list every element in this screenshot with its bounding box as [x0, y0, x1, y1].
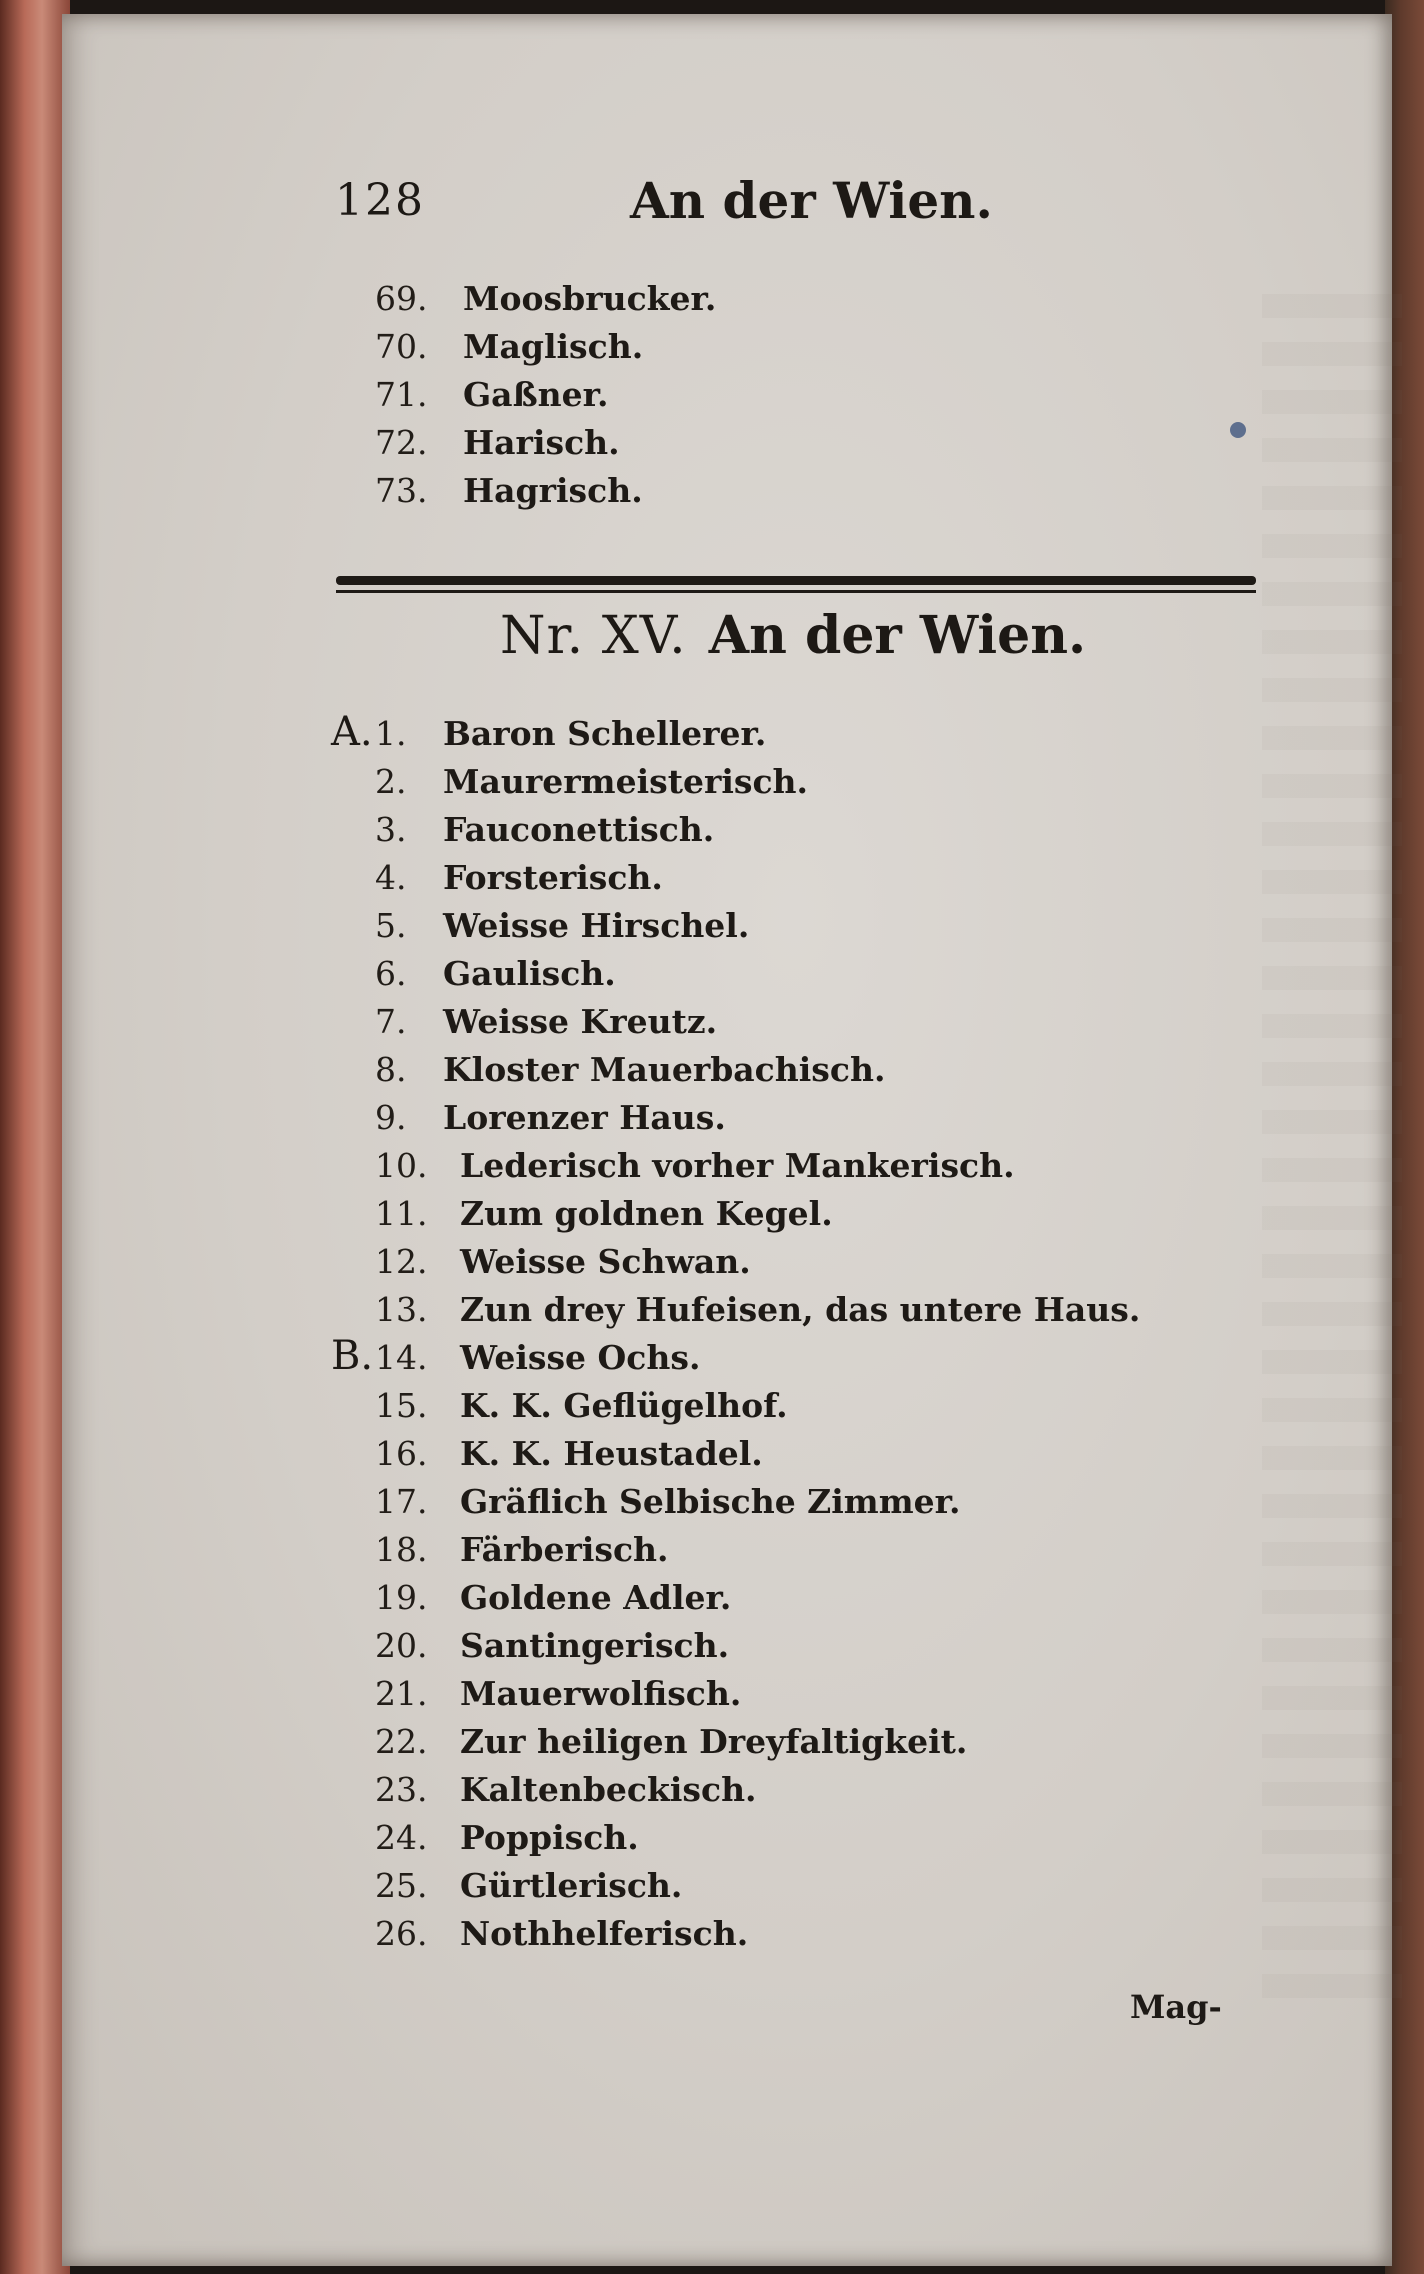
list-item	[375, 1718, 1140, 1766]
entry-number: 72.	[375, 423, 428, 462]
entry-name: Maurermeisterisch.	[443, 762, 809, 801]
entry-name: Zum goldnen Kegel.	[460, 1194, 833, 1233]
entry-number: 20.	[375, 1626, 428, 1665]
page-number: 128	[335, 175, 425, 226]
entry-number: 14.	[375, 1338, 428, 1377]
entry-name: Zur heiligen Dreyfaltigkeit.	[460, 1722, 968, 1761]
page-header	[270, 171, 1270, 245]
entry-number: 5.	[375, 906, 407, 945]
entry-name: Hagrisch.	[463, 471, 643, 510]
entry-name: Nothhelferisch.	[460, 1914, 749, 1953]
entry-number: 69.	[375, 279, 428, 318]
entry-name: Santingerisch.	[460, 1626, 730, 1665]
list-item	[331, 1333, 1140, 1382]
entry-number: 17.	[375, 1482, 428, 1521]
entry-number: 12.	[375, 1242, 428, 1281]
list-item	[375, 1382, 1140, 1430]
list-item	[375, 1430, 1140, 1478]
entry-name: Weisse Hirschel.	[443, 906, 750, 945]
block-letter: A.	[331, 709, 373, 755]
list-item	[375, 1190, 1140, 1238]
entry-number: 9.	[375, 1098, 407, 1137]
entry-number: 16.	[375, 1434, 428, 1473]
entry-name: Gräflich Selbische Zimmer.	[460, 1482, 961, 1521]
entry-name: Fauconettisch.	[443, 810, 715, 849]
list-item	[375, 854, 1140, 902]
entry-name: Harisch.	[463, 423, 620, 462]
catchword: Mag-	[1130, 1988, 1222, 2026]
house-list	[331, 709, 1141, 1958]
list-item	[375, 1142, 1140, 1190]
section-title	[500, 605, 1200, 666]
show-through-bleed	[1262, 294, 1402, 2014]
entry-name: K. K. Heustadel.	[460, 1434, 763, 1473]
entry-number: 73.	[375, 471, 428, 510]
entry-number: 15.	[375, 1386, 428, 1425]
entry-number: 19.	[375, 1578, 428, 1617]
entry-number: 21.	[375, 1674, 428, 1713]
entry-name: Goldene Adler.	[460, 1578, 732, 1617]
list-item	[375, 1526, 1140, 1574]
entry-name: Kloster Mauerbachisch.	[443, 1050, 886, 1089]
entry-number: 22.	[375, 1722, 428, 1761]
entry-number: 23.	[375, 1770, 428, 1809]
section-divider-thick	[336, 576, 1256, 585]
list-item	[375, 1910, 1140, 1958]
entry-name: Lederisch vorher Mankerisch.	[460, 1146, 1015, 1185]
entry-name: Gaßner.	[463, 375, 609, 414]
block-letter: B.	[331, 1333, 374, 1379]
entry-number: 70.	[375, 327, 428, 366]
entry-name: Weisse Kreutz.	[443, 1002, 718, 1041]
entry-name: Gaulisch.	[443, 954, 616, 993]
entry-name: Kaltenbeckisch.	[460, 1770, 757, 1809]
list-item	[375, 1286, 1140, 1334]
list-item	[375, 902, 1140, 950]
entry-name: Moosbrucker.	[463, 279, 717, 318]
entry-name: Gürtlerisch.	[460, 1866, 683, 1905]
entry-name: Maglisch.	[463, 327, 644, 366]
entry-number: 2.	[375, 762, 407, 801]
entry-number: 7.	[375, 1002, 407, 1041]
entry-number: 3.	[375, 810, 407, 849]
list-item	[375, 950, 1140, 998]
list-item	[375, 1622, 1140, 1670]
entry-name: K. K. Geflügelhof.	[460, 1386, 788, 1425]
entry-name: Weisse Schwan.	[460, 1242, 751, 1281]
entry-name: Mauerwolfisch.	[460, 1674, 742, 1713]
list-item	[375, 1670, 1140, 1718]
list-item	[375, 1814, 1140, 1862]
list-item	[375, 1094, 1140, 1142]
entry-number: 6.	[375, 954, 407, 993]
list-item	[375, 419, 716, 467]
entry-number: 26.	[375, 1914, 428, 1953]
list-item	[375, 806, 1140, 854]
entry-number: 11.	[375, 1194, 428, 1233]
list-item	[331, 709, 1140, 758]
list-item	[375, 1574, 1140, 1622]
running-head: An der Wien.	[630, 171, 993, 230]
entry-number: 13.	[375, 1290, 428, 1329]
entry-number: 10.	[375, 1146, 428, 1185]
section-name: An der Wien.	[708, 605, 1087, 666]
entry-number: 1.	[375, 714, 407, 753]
section-divider-thin	[336, 590, 1256, 593]
entry-number: 8.	[375, 1050, 407, 1089]
entry-name: Zun drey Hufeisen, das untere Haus.	[460, 1290, 1141, 1329]
entry-name: Weisse Ochs.	[460, 1338, 701, 1377]
entry-name: Baron Schellerer.	[443, 714, 767, 753]
list-item	[375, 1478, 1140, 1526]
list-item	[375, 998, 1140, 1046]
list-item	[375, 323, 716, 371]
list-item	[375, 1766, 1140, 1814]
entry-name: Poppisch.	[460, 1818, 639, 1857]
list-item	[375, 275, 716, 323]
list-item	[375, 1046, 1140, 1094]
book-edge-left	[0, 0, 70, 2274]
entry-number: 18.	[375, 1530, 428, 1569]
entry-number: 25.	[375, 1866, 428, 1905]
list-item	[375, 1238, 1140, 1286]
entry-name: Lorenzer Haus.	[443, 1098, 726, 1137]
list-item	[375, 758, 1140, 806]
section-number: Nr. XV.	[500, 606, 687, 666]
entry-number: 4.	[375, 858, 407, 897]
ink-stain	[1230, 422, 1246, 438]
list-item	[375, 371, 716, 419]
entry-name: Forsterisch.	[443, 858, 663, 897]
entry-number: 24.	[375, 1818, 428, 1857]
entry-number: 71.	[375, 375, 428, 414]
list-item	[375, 1862, 1140, 1910]
list-item	[375, 467, 716, 515]
continued-house-list	[375, 275, 716, 515]
entry-name: Färberisch.	[460, 1530, 669, 1569]
